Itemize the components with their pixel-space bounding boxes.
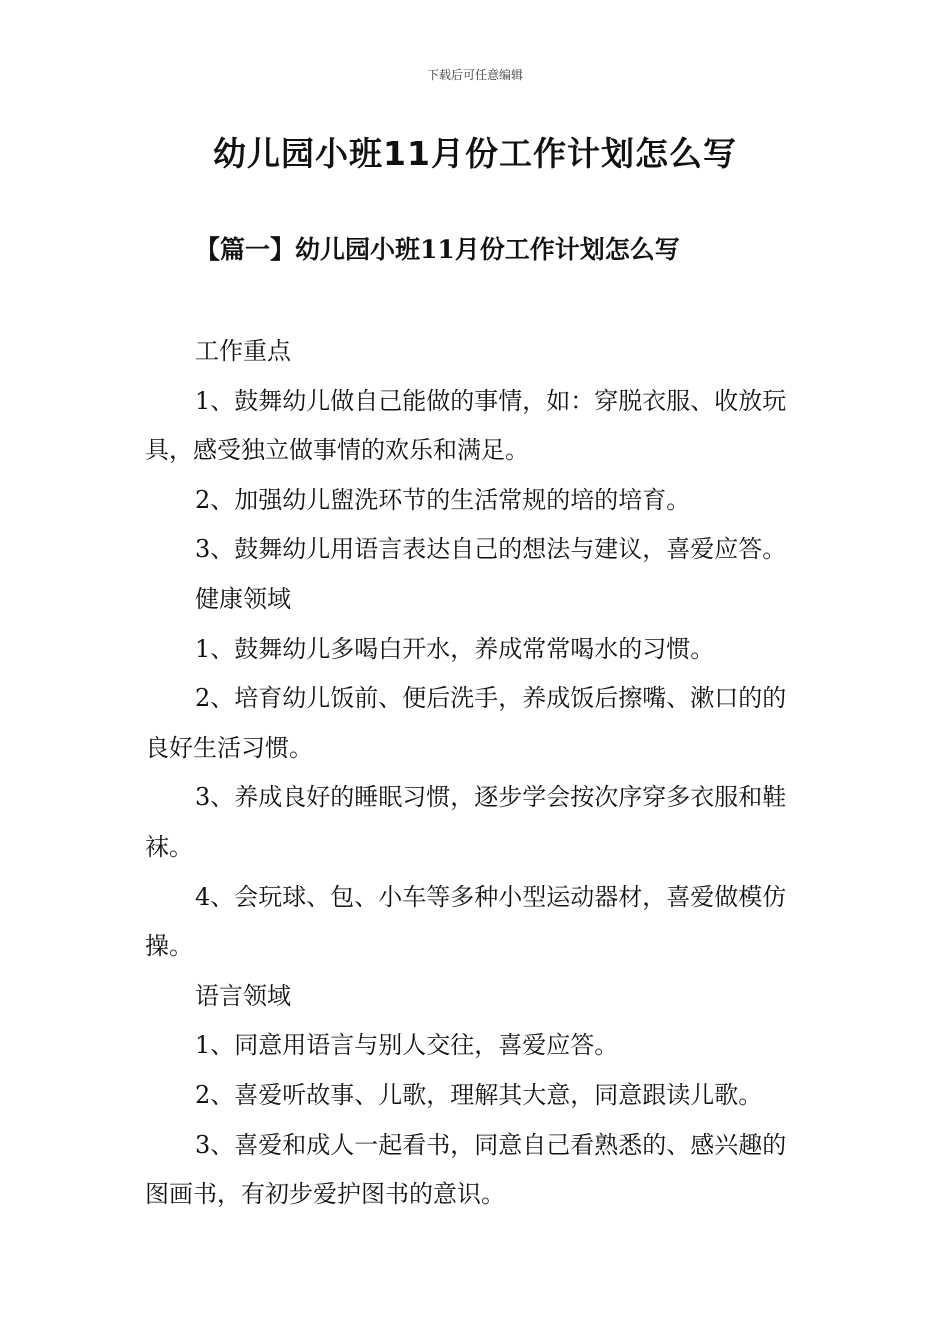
paragraph: 3、鼓舞幼儿用语言表达自己的想法与建议，喜爱应答。 (195, 535, 787, 564)
paragraph: 4、会玩球、包、小车等多种小型运动器材，喜爱做模仿操。 (145, 882, 787, 961)
paragraph: 1、同意用语言与别人交往，喜爱应答。 (195, 1031, 619, 1060)
paragraph: 2、喜爱听故事、儿歌，理解其大意，同意跟读儿歌。 (195, 1080, 763, 1109)
section-title: 【篇一】幼儿园小班11月份工作计划怎么写 (195, 235, 680, 264)
paragraph: 1、鼓舞幼儿做自己能做的事情，如：穿脱衣服、收放玩具，感受独立做事情的欢乐和满足。 (145, 386, 787, 465)
paragraph: 2、培育幼儿饭前、便后洗手，养成饭后擦嘴、漱口的的良好生活习惯。 (145, 684, 787, 762)
paragraph: 1、鼓舞幼儿多喝白开水，养成常常喝水的习惯。 (195, 634, 715, 663)
document-title: 幼儿园小班11月份工作计划怎么写 (213, 134, 737, 173)
document-body (145, 327, 809, 1220)
subheading-work-focus: 工作重点 (195, 337, 291, 365)
subheading-health: 健康领域 (195, 584, 291, 613)
paragraph: 3、养成良好的睡眠习惯，逐步学会按次序穿多衣服和鞋袜。 (145, 783, 787, 861)
paragraph: 2、加强幼儿盥洗环节的生活常规的培的培育。 (195, 485, 691, 514)
paragraph: 3、喜爱和成人一起看书，同意自己看熟悉的、感兴趣的图画书，有初步爱护图书的意识。 (145, 1130, 787, 1209)
header-note: 下载后可任意编辑 (426, 68, 523, 82)
subheading-language: 语言领域 (195, 981, 291, 1010)
